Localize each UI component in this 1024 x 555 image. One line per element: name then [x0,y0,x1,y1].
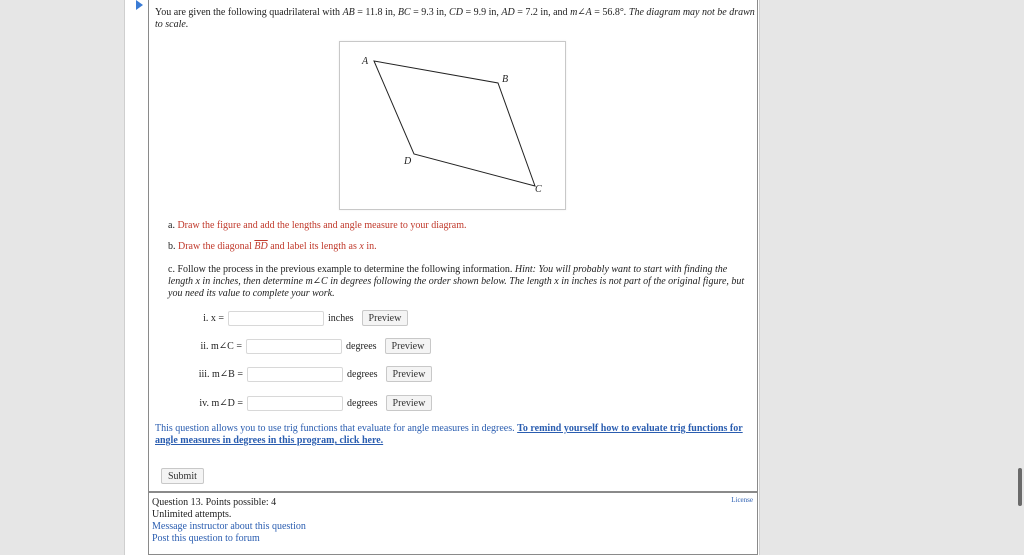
answer-input-d[interactable] [247,396,343,411]
answer-label-c: ii. m∠C = [200,340,242,352]
part-a: a. Draw the figure and add the lengths and angle measure to your diagram. [168,220,467,231]
collapse-arrow-icon[interactable] [136,0,143,10]
answer-row-c [190,338,431,354]
attempts-info: Unlimited attempts. [152,509,232,520]
answer-label-d: iv. m∠D = [199,397,243,409]
preview-button-x[interactable]: Preview [362,310,409,326]
vertex-label-c: C [535,184,542,195]
answer-unit-c: degrees [346,340,377,352]
question-intro: You are given the following quadrilateral with AB = 11.8 in, BC = 9.3 in, CD = 9.9 in, AD = 7.2 in, and m∠A = 56.8°. The diagram may not be drawn to scale. [155,7,755,30]
answer-input-x[interactable] [228,311,324,326]
message-instructor-link[interactable]: Message instructor about this question [152,521,306,532]
answer-input-c[interactable] [246,339,342,354]
quadrilateral-diagram [340,42,567,211]
answer-label-b: iii. m∠B = [198,368,243,380]
preview-button-b[interactable]: Preview [386,366,433,382]
part-b: b. Draw the diagonal $\overline{BD}$ and label its length as x in. [168,241,377,252]
license-link[interactable]: License [731,496,753,504]
preview-button-c[interactable]: Preview [385,338,432,354]
points-possible: Question 13. Points possible: 4 [152,497,277,508]
vertex-label-a: A [362,56,369,67]
vertex-label-d: D [404,156,412,167]
answer-unit-b: degrees [347,368,378,380]
preview-button-d[interactable]: Preview [386,395,433,411]
question-footer [148,492,758,555]
quadrilateral-shape [374,61,535,186]
answer-row-d [188,395,432,411]
post-forum-link[interactable]: Post this question to forum [152,533,260,544]
answer-row-x [190,310,408,326]
answer-row-b [188,366,432,382]
answer-label-x: i. x = [203,312,224,324]
part-c: c. Follow the process in the previous example to determine the following information. Hint: You will probably want to start with finding the length x in inches, then determine m∠C in degrees following the order shown below. The length x in inches is not part of the original figure, but you need its value to complete your work. [168,264,745,299]
answer-unit-d: degrees [347,397,378,409]
trig-help-link[interactable]: To remind yourself how to evaluate trig functions for angle measures in degrees in this program, click here. [155,423,743,446]
answer-unit-x: inches [328,312,354,324]
answer-input-b[interactable] [247,367,343,382]
scrollbar-thumb[interactable] [1018,468,1022,506]
quadrilateral-figure [339,41,566,210]
vertex-label-b: B [502,74,509,85]
submit-button[interactable]: Submit [161,468,204,484]
trig-note: This question allows you to use trig functions that evaluate for angle measures in degrees. To remind yourself how to evaluate trig functions for angle measures in degrees in this program, click here. [155,423,743,446]
